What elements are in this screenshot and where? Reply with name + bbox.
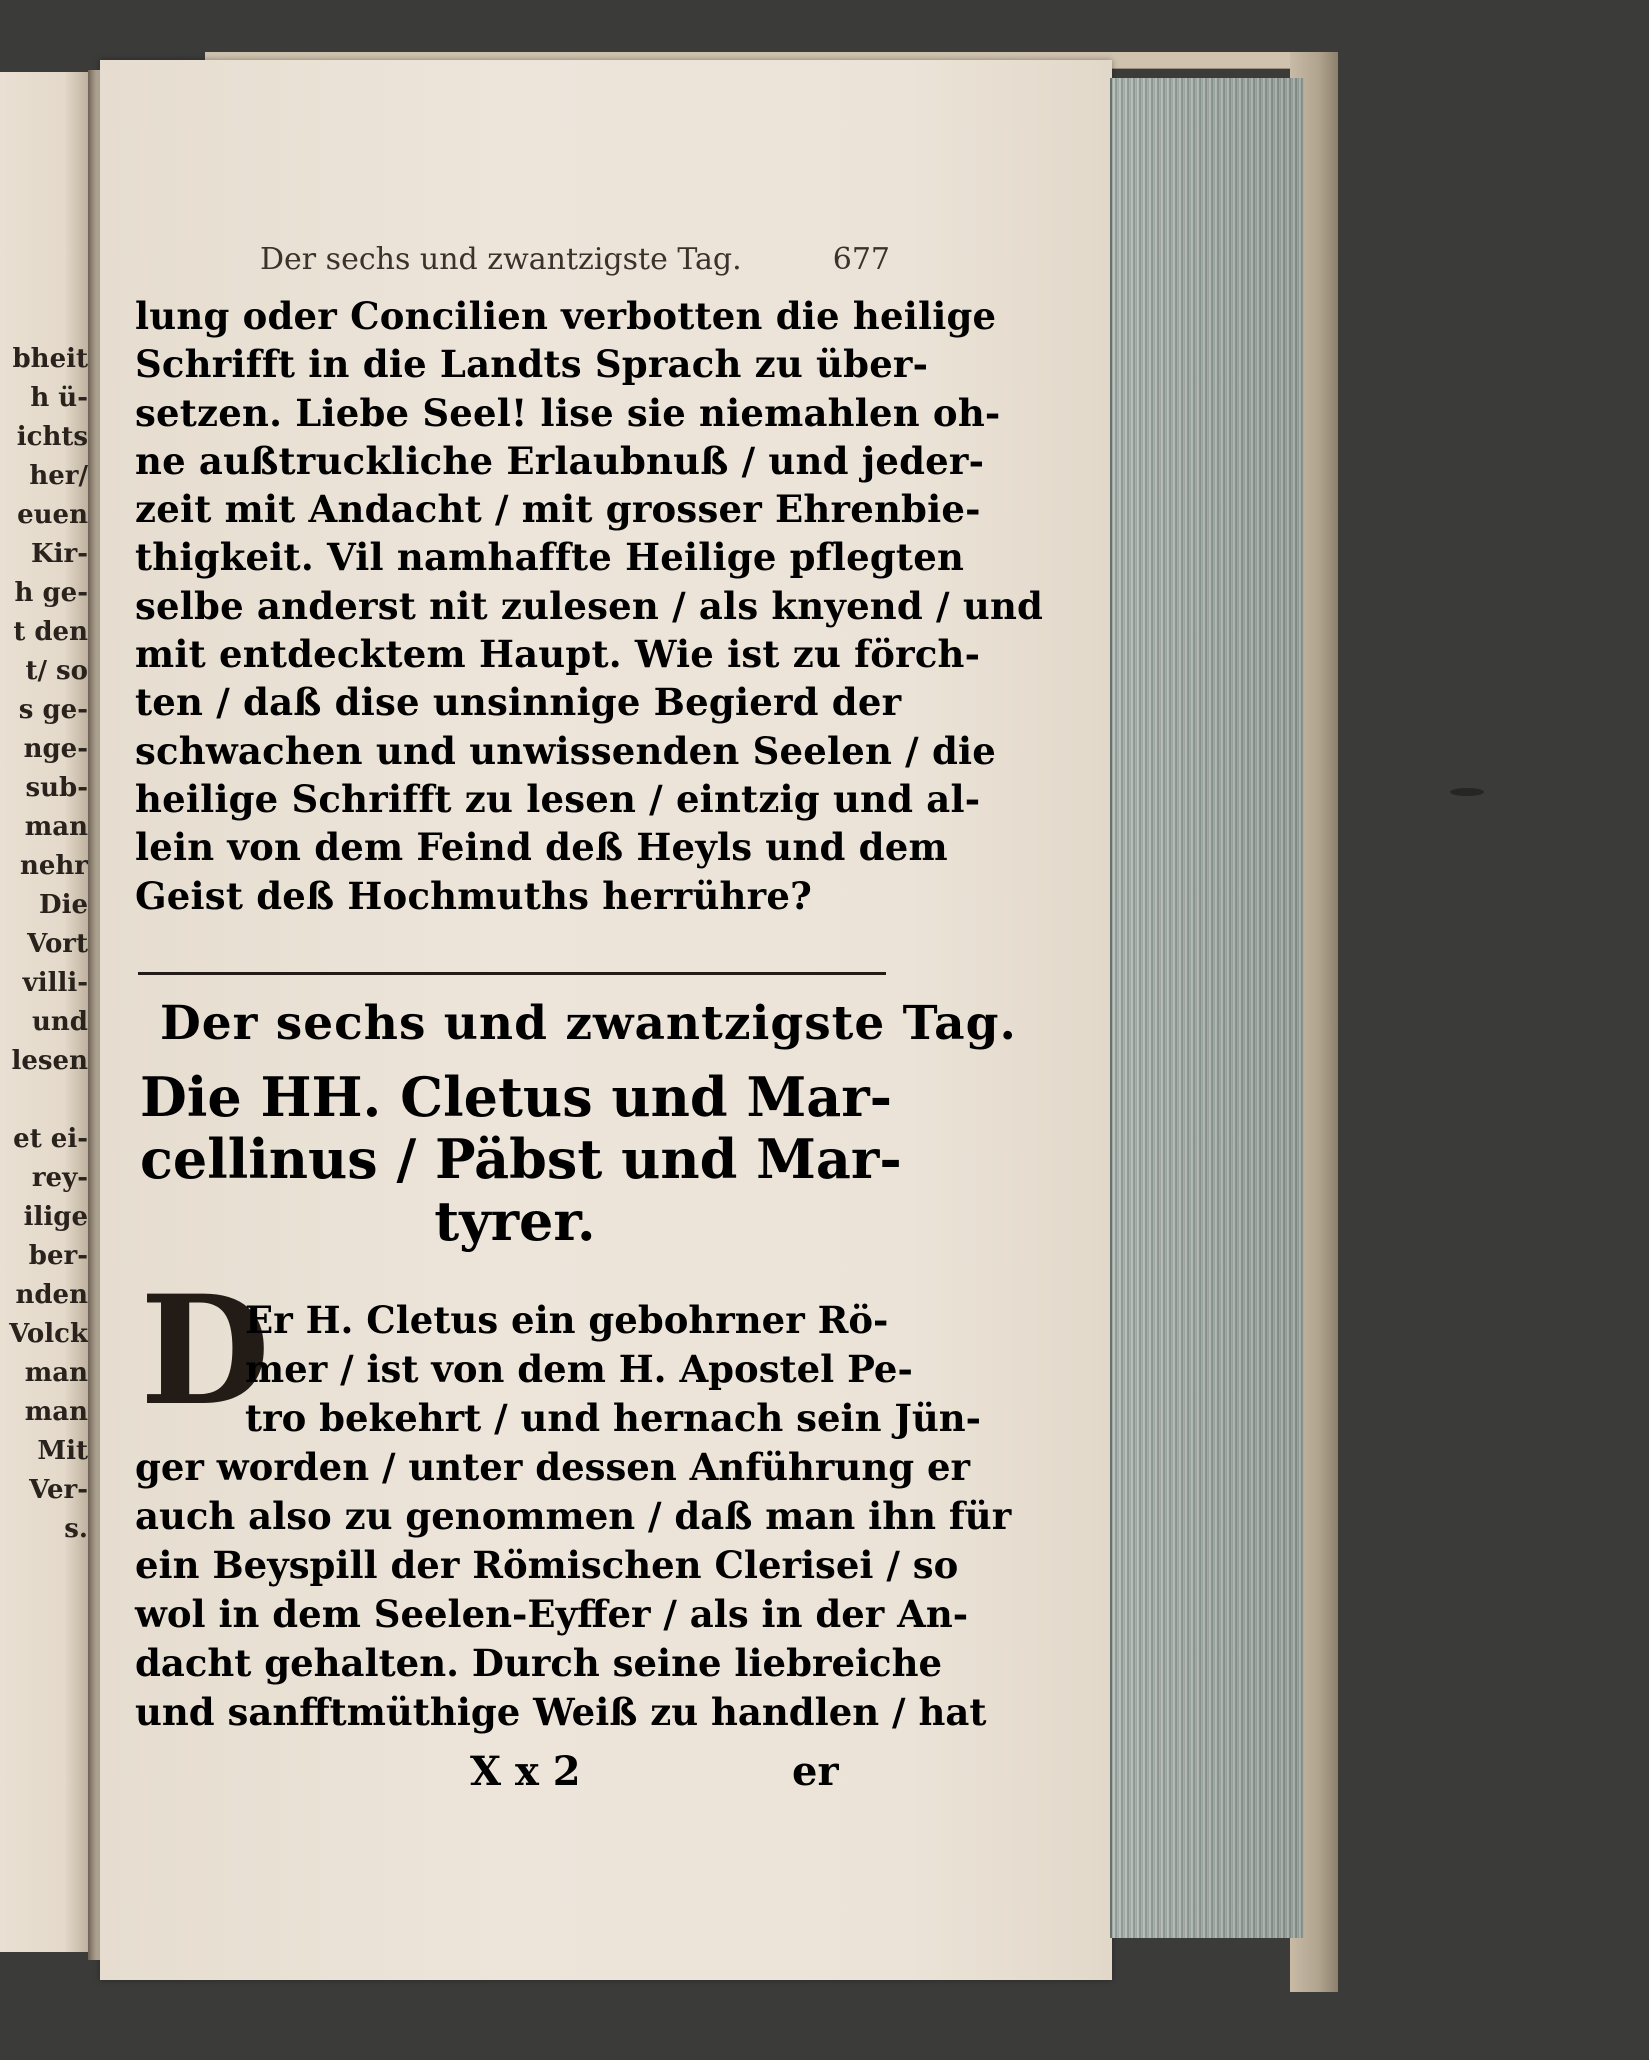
previous-page-text (2, 340, 88, 1549)
running-head-title: Der sechs und zwantzigste Tag. (260, 242, 742, 277)
text-line: Er H. Cletus ein gebohrner Rö- (245, 1298, 889, 1342)
text-line: zeit mit Andacht / mit grosser Ehrenbie- (135, 487, 981, 532)
previous-page-line: s. (64, 1514, 88, 1544)
previous-page-line: ichts (16, 422, 88, 452)
previous-page-line: ilige (23, 1202, 88, 1232)
text-line: und sanfftmüthige Weiß zu handlen / hat (135, 1690, 987, 1734)
previous-page-line: ber- (28, 1241, 88, 1271)
previous-page-line: nden (15, 1280, 88, 1310)
previous-page-line: rey- (31, 1163, 88, 1193)
stray-mark (1450, 788, 1484, 796)
previous-page-line: Die (39, 890, 88, 920)
previous-page (0, 72, 92, 1952)
text-line: mer / ist von dem H. Apostel Pe- (245, 1347, 913, 1391)
text-line: tro bekehrt / und hernach sein Jün- (245, 1396, 982, 1440)
body-text (135, 292, 1044, 920)
previous-page-line: Mit (37, 1436, 88, 1466)
previous-page-line: t/ so (25, 656, 88, 686)
signature-mark: X x 2 (470, 1748, 581, 1795)
text-line: setzen. Liebe Seel! lise sie niemahlen oh- (135, 390, 1001, 435)
previous-page-line: h ge- (14, 578, 88, 608)
previous-page-line: und (32, 1007, 88, 1037)
section-rule (138, 972, 886, 975)
previous-page-line: Kir- (31, 539, 88, 569)
previous-page-line: man (24, 1397, 88, 1427)
text-line: ger worden / unter dessen Anführung er (135, 1445, 971, 1489)
previous-page-line: nehr (19, 851, 88, 881)
text-line: auch also zu genommen / daß man ihn für (135, 1494, 1012, 1538)
text-line: wol in dem Seelen-Eyffer / als in der An- (135, 1592, 969, 1636)
text-line: dacht gehalten. Durch seine liebreiche (135, 1641, 943, 1685)
saint-heading-line: tyrer. (434, 1189, 596, 1253)
paragraph-lines (135, 1443, 1012, 1737)
previous-page-line (2, 1081, 88, 1120)
previous-page-line: villi- (22, 968, 88, 998)
previous-page-line: t den (13, 617, 88, 647)
previous-page-line: lesen (11, 1046, 88, 1076)
previous-page-line: bheit (12, 344, 88, 374)
text-line: heilige Schrifft zu lesen / eintzig und al- (135, 776, 981, 821)
text-line: ten / daß dise unsinnige Begierd der (135, 680, 902, 725)
text-line: ein Beyspill der Römischen Clerisei / so (135, 1543, 959, 1587)
previous-page-line: Volck (9, 1319, 88, 1349)
text-line: thigkeit. Vil namhaffte Heilige pflegten (135, 535, 965, 580)
page-edges-shade (1110, 78, 1302, 1938)
previous-page-line: et ei- (13, 1124, 88, 1154)
paragraph-first-lines (245, 1296, 982, 1443)
text-line: lung oder Concilien verbotten die heilige (135, 294, 997, 338)
day-heading: Der sechs und zwantzigste Tag. (160, 996, 1017, 1051)
text-line: selbe anderst nit zulesen / als knyend / und (135, 583, 1044, 628)
previous-page-line: euen (17, 500, 88, 530)
text-line: schwachen und unwissenden Seelen / die (135, 728, 997, 773)
saint-heading (140, 1065, 902, 1253)
previous-page-line: nge- (23, 734, 88, 764)
text-line: lein von dem Feind deß Heyls und dem (135, 825, 948, 870)
previous-page-line: man (24, 1358, 88, 1388)
saint-heading-line: cellinus / Päbst und Mar- (140, 1127, 902, 1191)
previous-page-line: sub- (25, 773, 88, 803)
previous-page-line: man (24, 812, 88, 842)
previous-page-line: Ver- (29, 1475, 88, 1505)
saint-heading-line: Die HH. Cletus und Mar- (140, 1065, 893, 1129)
text-line: ne außtruckliche Erlaubnuß / und jeder- (135, 438, 985, 483)
previous-page-line: h ü- (30, 383, 88, 413)
text-line: Schrifft in die Landts Sprach zu über- (135, 342, 929, 387)
page-number: 677 (832, 242, 890, 277)
text-line: Geist deß Hochmuths herrühre? (135, 873, 812, 918)
previous-page-line: s ge- (18, 695, 88, 725)
running-head (120, 242, 890, 282)
previous-page-line: Vort (27, 929, 88, 959)
drop-cap: D (140, 1263, 271, 1439)
text-line: mit entdecktem Haupt. Wie ist zu förch- (135, 632, 981, 677)
catchword: er (792, 1748, 839, 1795)
previous-page-line: her/ (29, 461, 88, 491)
